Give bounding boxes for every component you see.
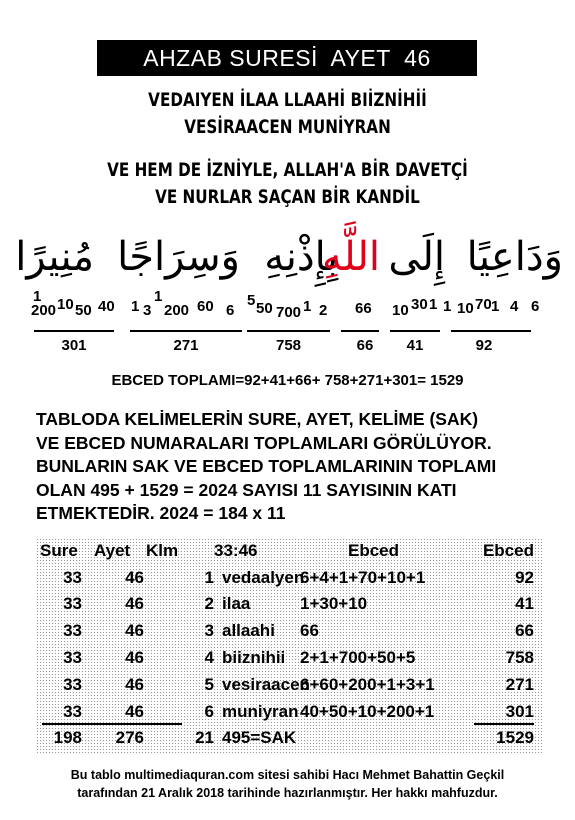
word-4-underline [341,330,379,332]
arabic-word-6: وَدَاعِيًا [466,234,563,280]
total-sure: 198 [53,728,82,747]
word-1-underline [34,330,114,332]
transliteration-line-2: VESİRAACEN MUNİYRAN [184,116,391,138]
total-ebced: 1529 [496,728,534,747]
word-5-underline [390,330,440,332]
ebced-total: EBCED TOPLAMI=92+41+66+ 758+271+301= 1529 [111,372,464,389]
word-5-sum: 41 [406,337,424,354]
word-3-sum: 758 [275,337,302,354]
total-sak: 495=SAK [222,728,297,747]
paragraph-line: ETMEKTEDİR. 2024 = 184 x 11 [36,503,286,523]
header-ayet: Ayet [94,541,131,560]
arabic-word-2: وَسِرَاجًا [117,234,240,280]
page-title: AHZAB SURESİ AYET 46 [97,40,477,76]
header-verse-ref: 33:46 [214,541,258,560]
arabic-word-5: إِلَى [388,234,445,280]
arabic-word-3: بِإِذْنِهِ [264,234,338,280]
arabic-word-1: مُنِيرًا [15,234,94,280]
paragraph-line: VE EBCED NUMARALARI TOPLAMLARI GÖRÜLÜYOR. [36,432,492,453]
total-ayet: 276 [115,728,144,747]
word-6-sum: 92 [475,337,493,354]
footer-line-1: Bu tablo multimediaquran.com sitesi sahibi Hacı Mehmet Bahattin Geçkil [70,768,505,782]
table-row: 33 46 1 vedaalyen 6+4+1+70+10+1 92 [63,568,534,587]
arabic-word-allah: اللَّهِ [322,234,380,280]
table-row: 33 46 5 vesiraacen 6+60+200+1+3+1 271 [63,675,534,694]
word-2-underline [130,330,242,332]
table-row: 33 46 2 ilaa 1+30+10 41 [63,594,534,613]
word-4-sum: 66 [356,337,374,354]
footer-credit [0,766,575,802]
paragraph-line: TABLODA KELİMELERİN SURE, AYET, KELİME (SAK) [36,409,479,429]
header-ebced: Ebced [482,541,534,560]
word-2-sum: 271 [173,337,199,354]
arabic-verse [0,234,575,290]
word-6-underline [451,330,531,332]
header-klm: Klm [146,541,179,560]
word-1-sum: 301 [61,337,87,354]
footer-line-2: tarafından 21 Aralık 2018 tarihinde hazırlanmıştır. Her hakkı mahfuzdur. [77,786,498,800]
translation-line-1: VE HEM DE İZNİYLE, ALLAH'A BİR DAVETÇİ [107,159,468,181]
transliteration-line-1: VEDAIYEN İLAA LLAAHİ BIİZNİHİİ [148,89,427,111]
total-klm: 21 [195,728,214,747]
word-3-underline [247,330,330,332]
header-sure: Sure [40,541,78,560]
translation-line-2: VE NURLAR SAÇAN BİR KANDİL [155,186,420,208]
table-totals-row [36,725,544,752]
table-header [36,538,544,565]
paragraph-line: OLAN 495 + 1529 = 2024 SAYISI 11 SAYISININ KATI [36,479,457,500]
explanation-paragraph [36,408,566,526]
header-ebced-formula: Ebced [348,541,400,560]
table-row: 33 46 4 biiznihii 2+1+700+50+5 758 [63,648,534,667]
table-row: 33 46 3 allaahi 66 66 [63,621,534,640]
paragraph-line: BUNLARIN SAK VE EBCED TOPLAMLARININ TOPLAMI [36,456,497,476]
table-row: 33 46 6 muniyran 40+50+10+200+1 301 [63,702,534,721]
